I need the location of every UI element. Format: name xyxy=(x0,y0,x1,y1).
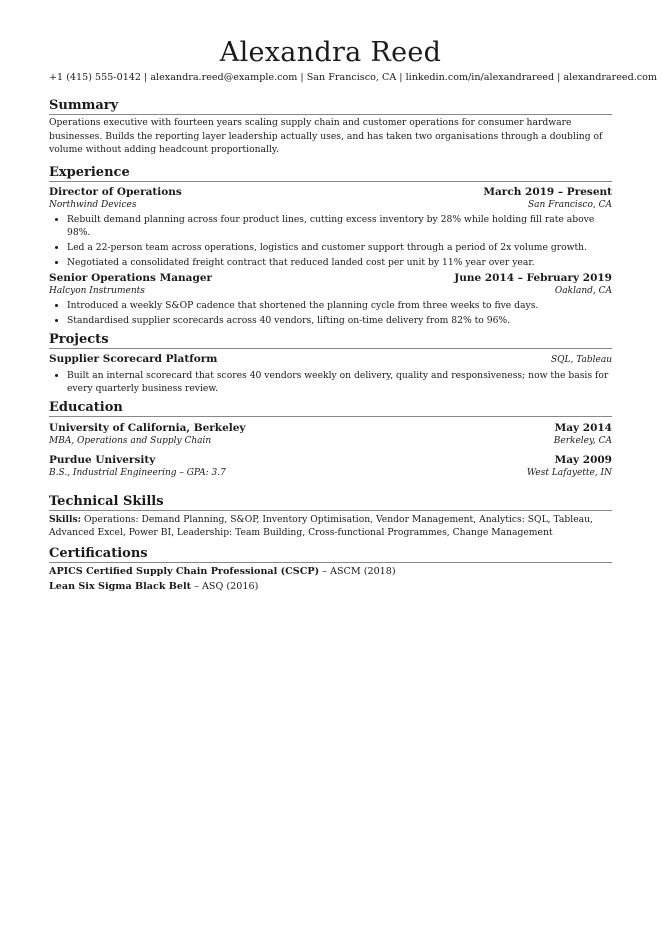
job-role: Senior Operations Manager xyxy=(49,271,213,284)
section-title-certifications: Certifications xyxy=(49,546,612,563)
job-bullets xyxy=(49,299,612,327)
list-item: • Introduced a weekly S&OP cadence that shortened the planning cycle from three weeks to five days. xyxy=(67,299,612,312)
skills-section xyxy=(49,494,612,540)
project-tech: SQL, Tableau xyxy=(550,354,612,365)
project-bullets xyxy=(49,369,612,395)
job-location: Oakland, CA xyxy=(554,285,612,296)
list-item: • Standardised supplier scorecards across 40 vendors, lifting on-time delivery from 82% to 96%. xyxy=(67,314,612,327)
skills-label: Skills: xyxy=(49,513,82,525)
education-entry xyxy=(49,453,612,479)
job-company: Northwind Devices xyxy=(49,199,137,210)
list-item: • Led a 22-person team across operations, logistics and customer support through a period of 2x volume growth. xyxy=(67,241,612,254)
education-section xyxy=(49,400,612,479)
section-title-projects: Projects xyxy=(49,332,612,349)
skills-text xyxy=(49,513,612,540)
certification-detail: – ASCM (2018) xyxy=(319,565,396,577)
school-name: Purdue University xyxy=(49,453,156,466)
skills-list: Operations: Demand Planning, S&OP, Inventory Optimisation, Vendor Management, Analytics: SQL, Tableau, Advanced Excel, Power BI, Leadership: Team Building, Cross-functional Programmes, Change Management xyxy=(49,513,593,539)
graduation-date: May 2009 xyxy=(554,453,612,466)
job-dates: June 2014 – February 2019 xyxy=(454,271,612,284)
job-entry xyxy=(49,271,612,327)
school-location: West Lafayette, IN xyxy=(526,467,612,478)
summary-section xyxy=(49,98,612,157)
degree: B.S., Industrial Engineering – GPA: 3.7 xyxy=(49,467,226,478)
certifications-section xyxy=(49,546,612,594)
contact-line: +1 (415) 555-0142 | alexandra.reed@example.com | San Francisco, CA | linkedin.com/in/alexandrareed | alexandrareed.com xyxy=(49,72,658,83)
certification-name: Lean Six Sigma Black Belt xyxy=(49,580,192,592)
job-entry xyxy=(49,185,612,269)
experience-section xyxy=(49,165,612,327)
project-entry xyxy=(49,352,612,395)
certification-item xyxy=(49,564,612,579)
job-company: Halcyon Instruments xyxy=(49,285,145,296)
candidate-name: Alexandra Reed xyxy=(219,37,442,68)
projects-section xyxy=(49,332,612,395)
job-location: San Francisco, CA xyxy=(527,199,612,210)
certification-item xyxy=(49,579,612,594)
certification-name: APICS Certified Supply Chain Professional (CSCP) xyxy=(49,565,320,577)
school-location: Berkeley, CA xyxy=(553,435,612,446)
job-bullets xyxy=(49,213,612,269)
job-role: Director of Operations xyxy=(49,185,182,198)
degree: MBA, Operations and Supply Chain xyxy=(49,435,212,446)
certification-detail: – ASQ (2016) xyxy=(191,580,259,592)
section-title-experience: Experience xyxy=(49,165,612,182)
education-entry xyxy=(49,421,612,447)
summary-text: Operations executive with fourteen years scaling supply chain and customer operations for consumer hardware businesses. Builds the reporting layer leadership actually uses, and has taken two organisations through a doubling of volume without adding headcount proportionally. xyxy=(49,117,603,156)
list-item: • Built an internal scorecard that scores 40 vendors weekly on delivery, quality and responsiveness; now the basis for every quarterly business review. xyxy=(67,369,612,395)
school-name: University of California, Berkeley xyxy=(49,421,246,434)
section-title-summary: Summary xyxy=(49,98,612,115)
job-dates: March 2019 – Present xyxy=(483,185,612,198)
project-name: Supplier Scorecard Platform xyxy=(49,352,218,365)
section-title-education: Education xyxy=(49,400,612,417)
section-title-skills: Technical Skills xyxy=(49,494,612,511)
list-item: • Negotiated a consolidated freight contract that reduced landed cost per unit by 11% year over year. xyxy=(67,256,612,269)
list-item: • Rebuilt demand planning across four product lines, cutting excess inventory by 28% while holding fill rate above 98%. xyxy=(67,213,612,239)
resume-page xyxy=(49,36,658,594)
graduation-date: May 2014 xyxy=(554,421,612,434)
